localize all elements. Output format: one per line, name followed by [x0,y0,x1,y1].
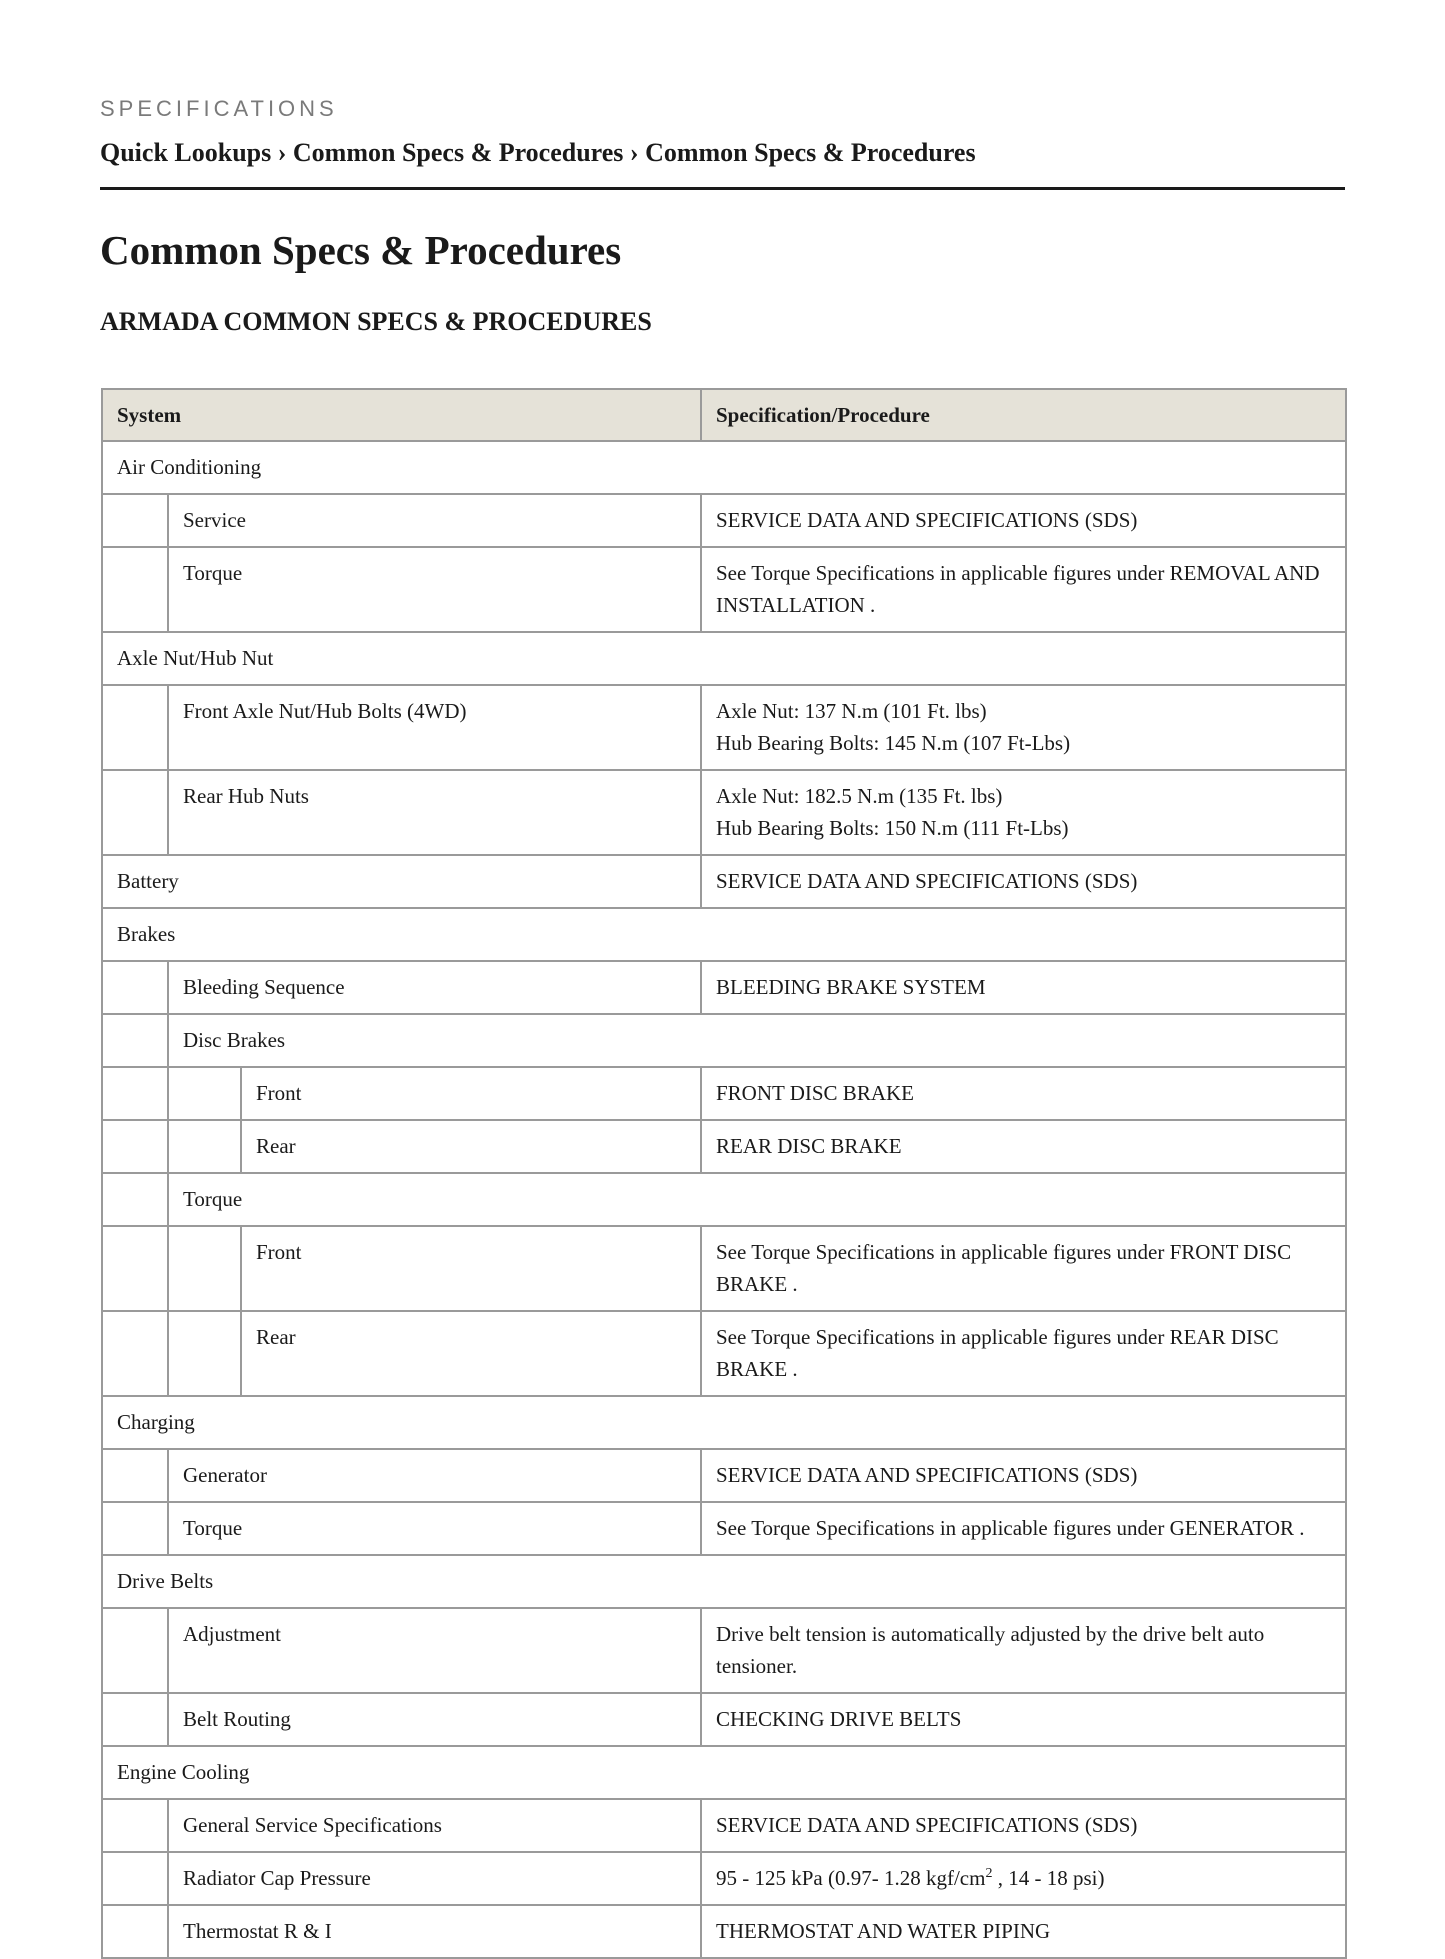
table-row [102,1226,1346,1311]
spec-cell: REAR DISC BRAKE [701,1120,1346,1173]
system-cell: Axle Nut/Hub Nut [102,632,1346,685]
page-title: Common Specs & Procedures [100,227,622,273]
spec-cell: See Torque Specifications in applicable figures under GENERATOR . [701,1502,1346,1555]
indent-cell [168,1311,241,1396]
system-cell: Generator [168,1449,701,1502]
column-header-system: System [102,389,701,441]
spec-cell: BLEEDING BRAKE SYSTEM [701,961,1346,1014]
spec-line: Axle Nut: 182.5 N.m (135 Ft. lbs) [716,784,1003,808]
system-cell: Brakes [102,908,1346,961]
table-body [102,441,1346,1958]
indent-cell [102,1693,168,1746]
table-row [102,1555,1346,1608]
spec-text: , 14 - 18 psi) [992,1866,1105,1890]
indent-cell [168,1120,241,1173]
indent-cell [102,1852,168,1905]
section-kicker: SPECIFICATIONS [100,96,338,121]
table-row [102,855,1346,908]
indent-cell [102,685,168,770]
spec-cell: SERVICE DATA AND SPECIFICATIONS (SDS) [701,1799,1346,1852]
spec-cell: FRONT DISC BRAKE [701,1067,1346,1120]
indent-cell [102,1449,168,1502]
table-row [102,441,1346,494]
table-row [102,1502,1346,1555]
table-row [102,1120,1346,1173]
indent-cell [102,1226,168,1311]
system-cell: Front Axle Nut/Hub Bolts (4WD) [168,685,701,770]
spec-cell: See Torque Specifications in applicable figures under REAR DISC BRAKE . [701,1311,1346,1396]
indent-cell [102,1502,168,1555]
table-row [102,1608,1346,1693]
spec-cell: SERVICE DATA AND SPECIFICATIONS (SDS) [701,494,1346,547]
spec-cell: SERVICE DATA AND SPECIFICATIONS (SDS) [701,855,1346,908]
system-cell: Battery [102,855,701,908]
indent-cell [102,1173,168,1226]
indent-cell [102,1014,168,1067]
table-row [102,1905,1346,1958]
system-cell: Torque [168,547,701,632]
indent-cell [102,1067,168,1120]
indent-cell [102,1608,168,1693]
table-row [102,632,1346,685]
spec-line: Hub Bearing Bolts: 145 N.m (107 Ft-Lbs) [716,731,1071,755]
table-row [102,1311,1346,1396]
indent-cell [102,961,168,1014]
table-row [102,1449,1346,1502]
table-row [102,908,1346,961]
spec-cell: Drive belt tension is automatically adjusted by the drive belt auto tensioner. [701,1608,1346,1693]
spec-line: Axle Nut: 137 N.m (101 Ft. lbs) [716,699,987,723]
system-cell: Front [241,1067,701,1120]
breadcrumb: Quick Lookups › Common Specs & Procedures › Common Specs & Procedures [100,138,976,167]
system-cell: Thermostat R & I [168,1905,701,1958]
indent-cell [102,770,168,855]
table-row [102,1067,1346,1120]
indent-cell [102,1905,168,1958]
spec-cell: SERVICE DATA AND SPECIFICATIONS (SDS) [701,1449,1346,1502]
system-cell: Radiator Cap Pressure [168,1852,701,1905]
system-cell: Rear Hub Nuts [168,770,701,855]
spec-cell [701,685,1346,770]
table-row [102,961,1346,1014]
system-cell: Rear [241,1311,701,1396]
column-header-spec: Specification/Procedure [701,389,1346,441]
indent-cell [168,1226,241,1311]
system-cell: Charging [102,1396,1346,1449]
table-row [102,1746,1346,1799]
system-cell: Engine Cooling [102,1746,1346,1799]
system-cell: Air Conditioning [102,441,1346,494]
spec-cell: THERMOSTAT AND WATER PIPING [701,1905,1346,1958]
spec-cell: See Torque Specifications in applicable figures under REMOVAL AND INSTALLATION . [701,547,1346,632]
spec-cell: CHECKING DRIVE BELTS [701,1693,1346,1746]
spec-cell: See Torque Specifications in applicable figures under FRONT DISC BRAKE . [701,1226,1346,1311]
table-row [102,547,1346,632]
system-cell: Bleeding Sequence [168,961,701,1014]
header-divider [100,187,1345,190]
table-row [102,685,1346,770]
indent-cell [102,1311,168,1396]
system-cell: Service [168,494,701,547]
system-cell: Disc Brakes [168,1014,1346,1067]
table-row [102,1396,1346,1449]
system-cell: Adjustment [168,1608,701,1693]
spec-superscript: 2 [985,1866,993,1881]
system-cell: Front [241,1226,701,1311]
system-cell: Drive Belts [102,1555,1346,1608]
system-cell: Rear [241,1120,701,1173]
table-row [102,1173,1346,1226]
spec-text: 95 - 125 kPa (0.97- 1.28 kgf/cm [716,1866,986,1890]
table-row [102,1799,1346,1852]
table-row [102,1014,1346,1067]
system-cell: Belt Routing [168,1693,701,1746]
table-row [102,494,1346,547]
table-row [102,1693,1346,1746]
table-header-row [102,389,1346,441]
table-row [102,1852,1346,1905]
indent-cell [102,494,168,547]
section-title: ARMADA COMMON SPECS & PROCEDURES [100,307,652,336]
spec-line: Hub Bearing Bolts: 150 N.m (111 Ft-Lbs) [716,816,1069,840]
system-cell: Torque [168,1173,1346,1226]
indent-cell [168,1067,241,1120]
system-cell: Torque [168,1502,701,1555]
specs-table [101,388,1347,1959]
table-row [102,770,1346,855]
system-cell: General Service Specifications [168,1799,701,1852]
spec-cell [701,1852,1346,1905]
indent-cell [102,1120,168,1173]
spec-cell [701,770,1346,855]
indent-cell [102,547,168,632]
indent-cell [102,1799,168,1852]
